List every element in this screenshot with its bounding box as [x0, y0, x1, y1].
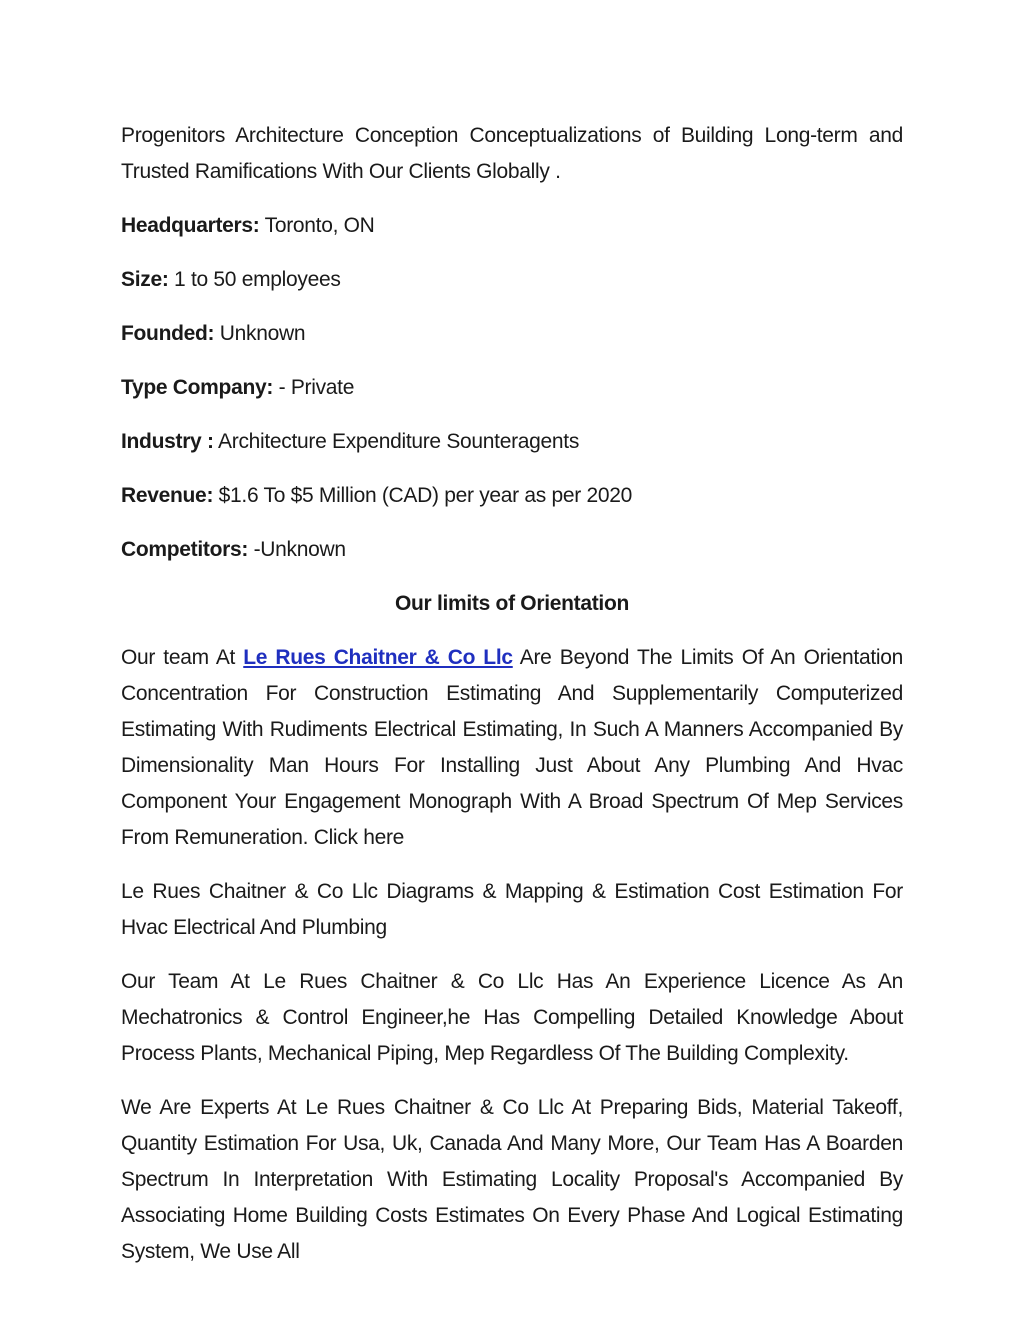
team-paragraph-lead: Our team At [121, 646, 244, 669]
founded-field [121, 316, 903, 352]
headquarters-label: Headquarters: [121, 214, 260, 237]
diagrams-paragraph: Le Rues Chaitner & Co Llc Diagrams & Mapping & Estimation Cost Estimation For Hvac Electrical And Plumbing [121, 880, 903, 939]
competitors-value: -Unknown [248, 538, 346, 561]
type-company-field [121, 370, 903, 406]
industry-value: Architecture Expenditure Sounteragents [213, 430, 580, 453]
competitors-field [121, 532, 903, 568]
size-field [121, 262, 903, 298]
competitors-label: Competitors: [121, 538, 249, 561]
headquarters-value: Toronto, ON [259, 214, 375, 237]
revenue-field [121, 478, 903, 514]
experience-paragraph: Our Team At Le Rues Chaitner & Co Llc Has An Experience Licence As An Mechatronics & Control Engineer,he Has Compelling Detailed Knowledge About Process Plants, Mechanical Piping, Mep Regardless Of The Building Complexity. [121, 970, 903, 1065]
industry-field [121, 424, 903, 460]
click-here-link[interactable]: Click here [313, 826, 405, 849]
team-paragraph-body: Are Beyond The Limits Of An Orientation Concentration For Construction Estimating And Supplementarily Computerized Estimating With Rudiments Electrical Estimating, In Such A Manners Accompanied By Dimensionality Man Hours For Installing Just About Any Plumbing And Hvac Component Your Engagement Monograph With A Broad Spectrum Of Mep Services From Remuneration. [121, 646, 903, 849]
founded-label: Founded: [121, 322, 215, 345]
type-company-value: - Private [273, 376, 355, 399]
team-paragraph [121, 640, 903, 856]
size-label: Size: [121, 268, 169, 291]
size-value: 1 to 50 employees [168, 268, 341, 291]
revenue-label: Revenue: [121, 484, 214, 507]
type-company-label: Type Company: [121, 376, 274, 399]
headquarters-field [121, 208, 903, 244]
document-page [121, 118, 903, 1288]
intro-paragraph: Progenitors Architecture Conception Conceptualizations of Building Long-term and Trusted Ramifications With Our Clients Globally . [121, 124, 903, 183]
revenue-value: $1.6 To $5 Million (CAD) per year as per 2020 [213, 484, 633, 507]
company-link[interactable]: Le Rues Chaitner & Co Llc [243, 646, 513, 669]
experts-paragraph: We Are Experts At Le Rues Chaitner & Co Llc At Preparing Bids, Material Takeoff, Quantity Estimation For Usa, Uk, Canada And Many More, Our Team Has A Boarden Spectrum In Interpretation With Estimating Locality Proposal's Accompanied By Associating Home Building Costs Estimates On Every Phase And Logical Estimating System, We Use All [121, 1096, 903, 1263]
founded-value: Unknown [214, 322, 306, 345]
industry-label: Industry : [121, 430, 214, 453]
section-heading: Our limits of Orientation [394, 592, 629, 615]
